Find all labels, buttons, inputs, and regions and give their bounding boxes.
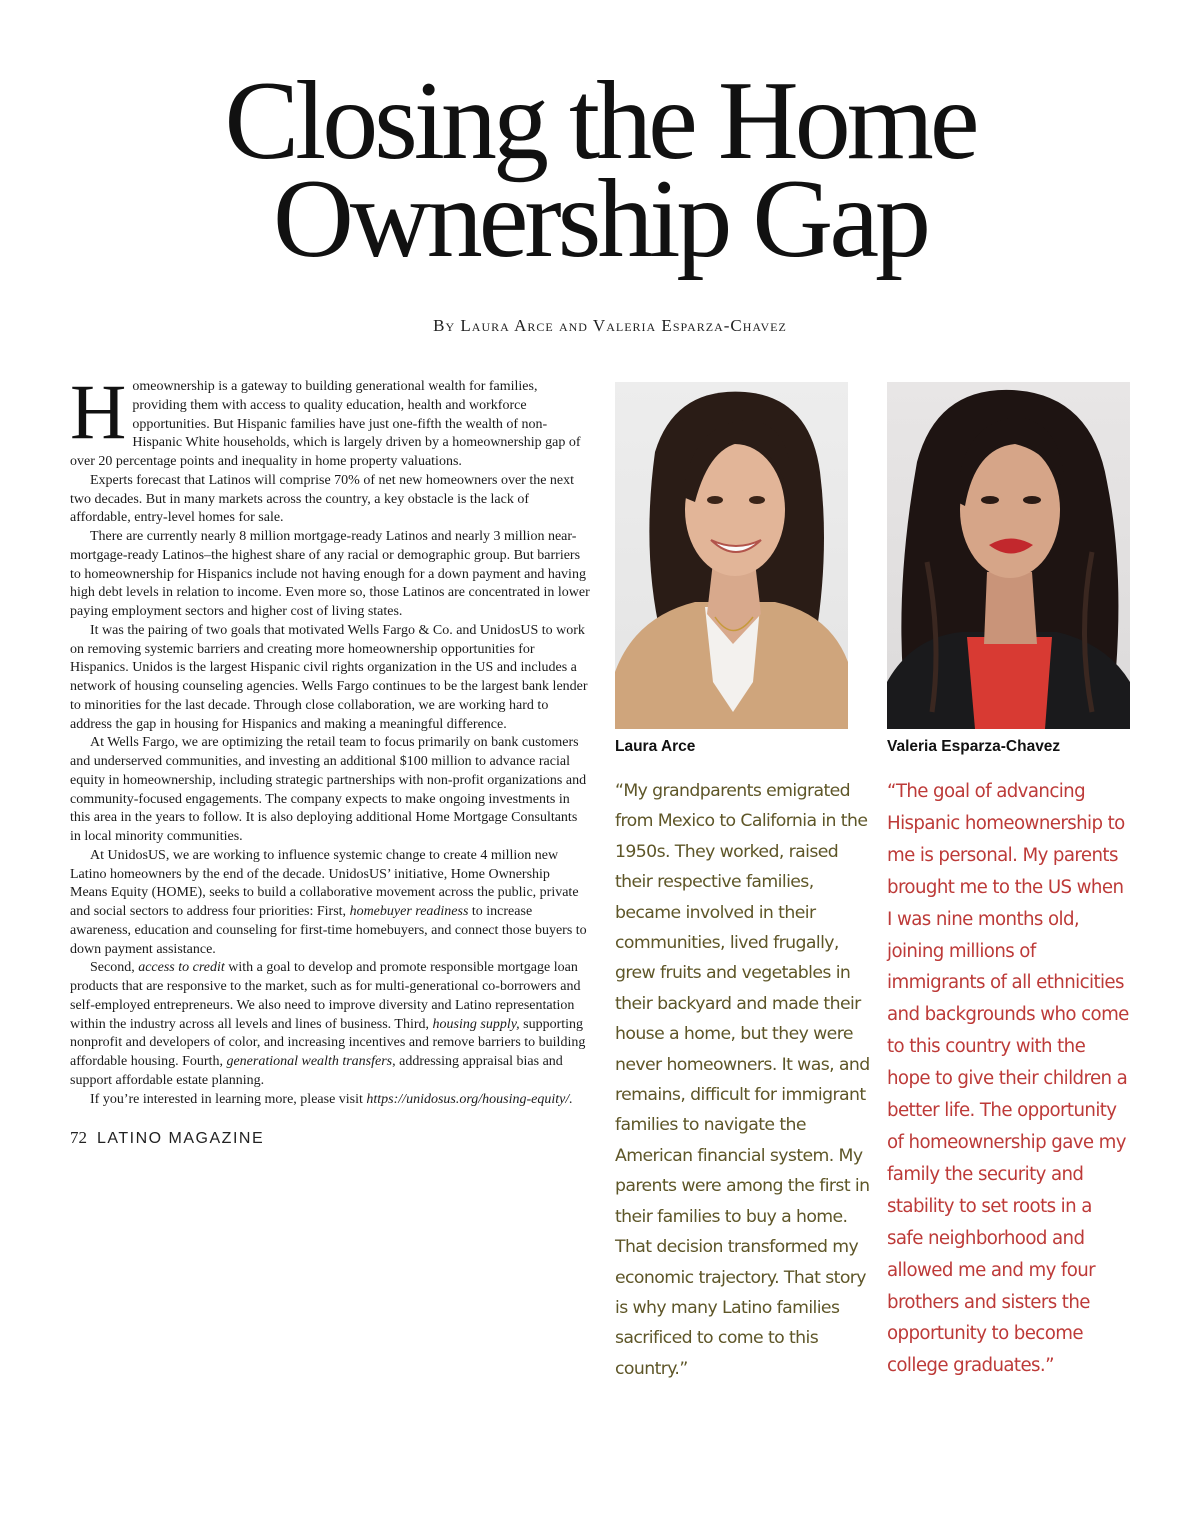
page-footer (70, 1128, 264, 1148)
pull-quote-laura-arce: “My grandparents emigrated from Mexico to California in the 1950s. They worked, raised their respective families, became involved in their communities, lived frugally, grew fruits and vegetables in their backyard and made their house a home, but they were never homeowners. It was, and remains, difficult for immigrant families to navigate the American financial system. My parents were among the first in their families to buy a home. That decision transformed my economic trajectory. That story is why many Latino families sacrificed to come to this country.” (615, 781, 870, 1379)
paragraph-8: If you’re interested in learning more, please visit https://unidosus.org/housing-equity/. (90, 1091, 573, 1107)
byline: By Laura Arce and Valeria Esparza-Chavez (433, 316, 787, 335)
title-line-1: Closing the Home (224, 59, 976, 183)
paragraph-1: Homeownership is a gateway to building generational wealth for families, providing them with access to quality education, health and workforce opportunities. But Hispanic families have just one-fifth the wealth of non-Hispanic White households, which is largely driven by a homeownership gap of over 20 percentage points and inequality in home property valuations. (70, 368, 581, 469)
page-number: 72 (70, 1128, 87, 1147)
portrait-illustration-1 (615, 382, 848, 729)
portrait-illustration-2 (887, 382, 1130, 729)
caption-valeria-esparza-chavez: Valeria Esparza-Chavez (887, 738, 1061, 755)
paragraph-5: At Wells Fargo, we are optimizing the retail team to focus primarily on bank customers and underserved communities, and investing an additional $100 million to advance racial equity in homeownership, including strategic partnerships with non-profit organizations and community-focused engagements. The company expects to make ongoing investments in this area in the years to follow. It is also deploying additional Home Mortgage Consultants in local minority communities. (70, 735, 587, 844)
caption-laura-arce: Laura Arce (615, 738, 696, 755)
paragraph-6: At UnidosUS, we are working to influence systemic change to create 4 million new Latino homeowners by the end of the decade. UnidosUS’ initiative, Home Ownership Means Equity (HOME), seeks to build a collaborative movement across the public, private and social sectors to address four priorities: First, homebuyer readiness to increase awareness, education and counseling for first-time homebuyers, and connect those buyers to down payment assistance. (70, 847, 587, 957)
title-line-2: Ownership Gap (272, 157, 928, 281)
paragraph-2: Experts forecast that Latinos will comprise 70% of net new homeowners over the next two decades. But in many markets across the country, a key obstacle is the lack of affordable, entry-level homes for sale. (70, 472, 575, 526)
drop-cap: H (70, 368, 127, 455)
publication-name: LATINO MAGAZINE (97, 1130, 265, 1147)
paragraph-7: Second, access to credit with a goal to develop and promote responsible mortgage loan products that are responsive to the market, such as for multi-generational co-borrowers and self-employed entrepreneurs. We also need to improve diversity and Latino representation within the industry across all levels and lines of business. Third, housing supply, supporting nonprofit and developers of color, and increasing incentives and remove barriers to building affordable housing. Fourth, generational wealth transfers, addressing appraisal bias and support affordable estate planning. (70, 960, 586, 1088)
article-body (70, 368, 590, 1109)
paragraph-3: There are currently nearly 8 million mortgage-ready Latinos and nearly 3 million near-mortgage-ready Latinos–the highest share of any racial or demographic group. But barriers to homeownership for Hispanics include not having enough for a down payment and having high debt levels in relation to income. Even more so, those Latinos are concentrated in lower paying employment sectors and higher cost of living states. (70, 529, 590, 619)
article-title (0, 59, 1200, 281)
link-text: https://unidosus.org/housing-equity/. (366, 1091, 573, 1107)
paragraph-4: It was the pairing of two goals that motivated Wells Fargo & Co. and UnidosUS to work on removing systemic barriers and creating more homeownership opportunities for Hispanics. Unidos is the largest Hispanic civil rights organization in the US and includes a network of housing counseling agencies. Wells Fargo continues to be the largest bank lender to minorities for the last decade. Through close collaboration, we are working hard to address the gap in housing for Hispanics and making a meaningful difference. (70, 622, 588, 732)
photo-laura-arce (615, 382, 848, 729)
photo-valeria-esparza-chavez (887, 382, 1130, 729)
pull-quote-valeria-esparza-chavez: “The goal of advancing Hispanic homeownership to me is personal. My parents brought me to the US when I was nine months old, joining millions of immigrants of all ethnicities and backgrounds who come to this country with the hope to give their children a better life. The opportunity of homeownership gave my family the security and stability to set roots in a safe neighborhood and allowed me and my four brothers and sisters the opportunity to become college graduates.” (887, 781, 1129, 1377)
